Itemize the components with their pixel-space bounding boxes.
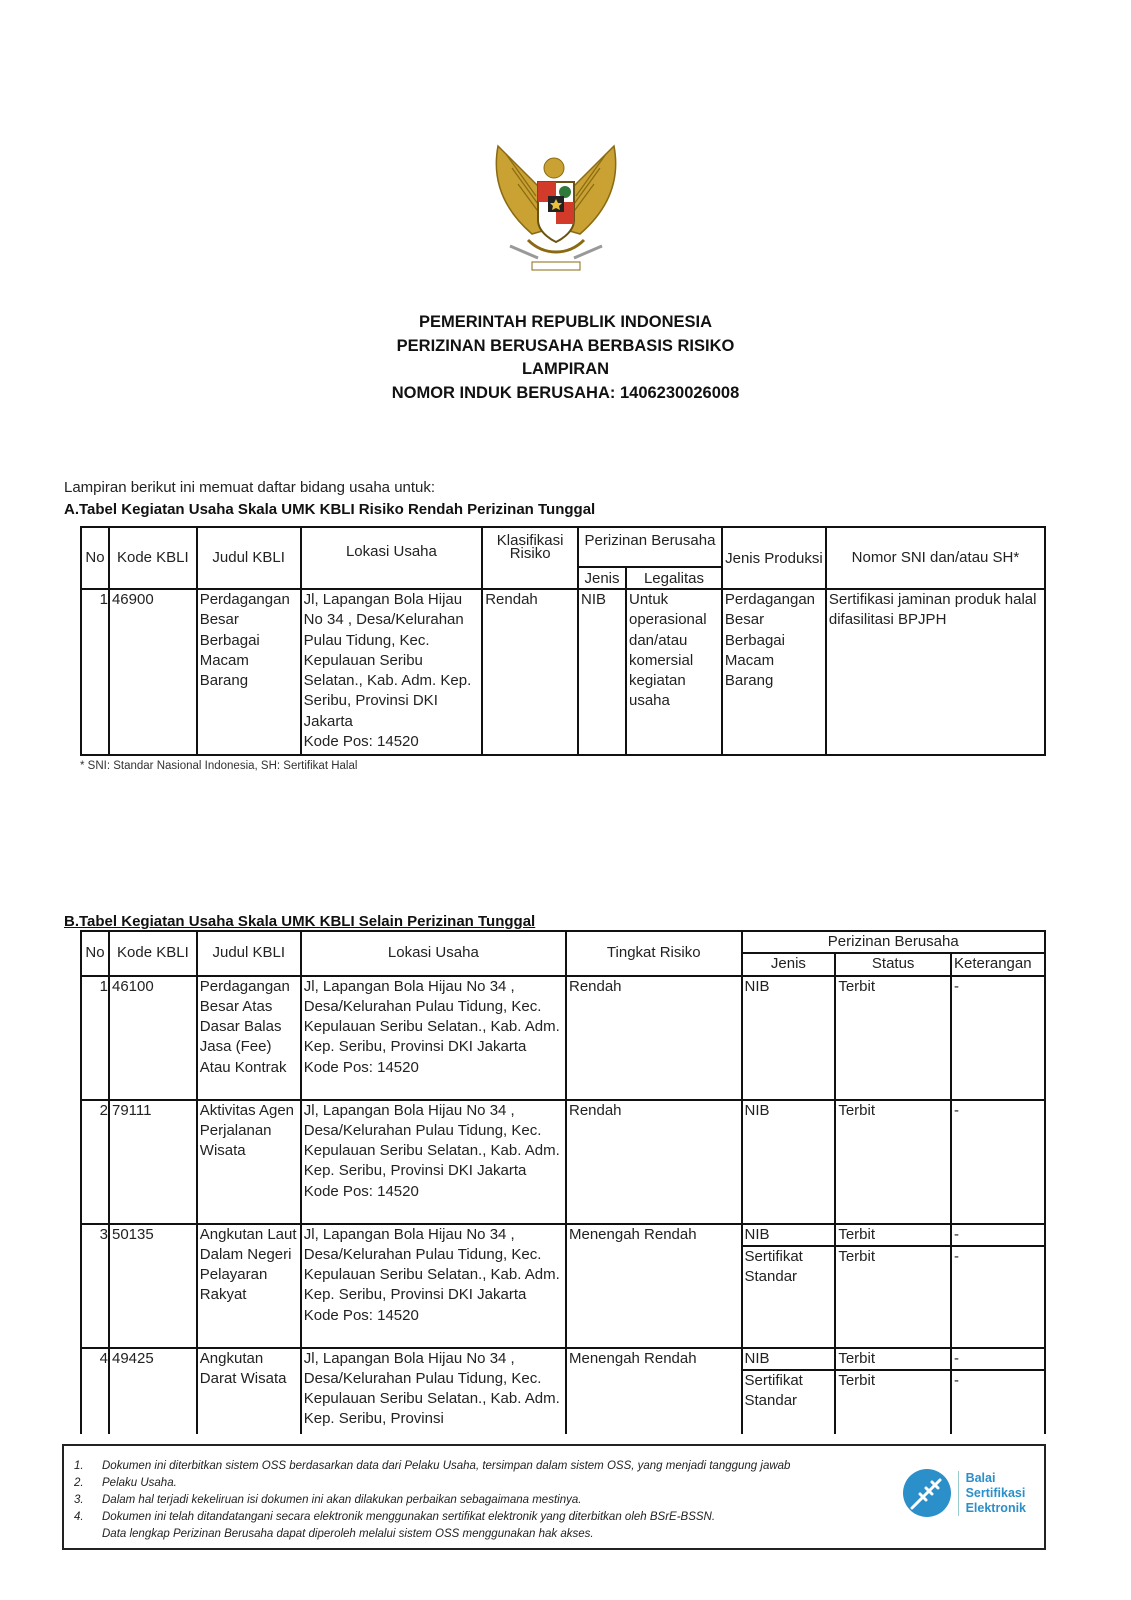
cell-judul: Angkutan Laut Dalam Negeri Pelayaran Rakyat: [197, 1224, 301, 1348]
document-header: [0, 311, 1131, 405]
izin-keterangan-1: -: [952, 1349, 1044, 1371]
izin-status-1: Terbit: [836, 1349, 950, 1371]
izin-jenis-2: Sertifikat Standar: [744, 1247, 803, 1286]
lokasi-address: Jl, Lapangan Bola Hijau No 34 , Desa/Kelurahan Pulau Tidung, Kec. Kepulauan Seribu Selatan., Kab. Adm. Kep. Seribu, Provinsi DKI Jakarta: [303, 1101, 560, 1180]
cell-klasifikasi: Rendah: [482, 589, 578, 755]
col-no: No: [81, 931, 109, 976]
header-lampiran: LAMPIRAN: [521, 360, 610, 378]
cell-keterangan: -: [951, 976, 1045, 1100]
cell-jenis: NIB: [578, 589, 626, 755]
header-nib: NOMOR INDUK BERUSAHA: 1406230026008: [391, 383, 740, 402]
header-government: PEMERINTAH REPUBLIK INDONESIA: [418, 313, 713, 331]
cell-judul: Perdagangan Besar Atas Dasar Balas Jasa (Fee) Atau Kontrak: [197, 976, 301, 1100]
col-perizinan: Perizinan Berusaha: [578, 527, 722, 567]
col-produksi: Jenis Produksi: [722, 527, 826, 589]
cell-lokasi: Jl, Lapangan Bola Hijau No 34 , Desa/Kelurahan Pulau Tidung, Kec. Kepulauan Seribu Selatan., Kab. Adm. Kep. Seribu, Provinsi: [301, 1348, 566, 1434]
col-kode: Kode KBLI: [109, 931, 197, 976]
col-legalitas: Legalitas: [626, 567, 722, 589]
col-sni: Nomor SNI dan/atau SH*: [826, 527, 1045, 589]
table-row: [81, 1100, 1045, 1224]
cell-no: 4: [81, 1348, 109, 1434]
cell-legalitas: Untuk operasional dan/atau komersial kegiatan usaha: [626, 589, 722, 755]
izin-jenis-1: NIB: [743, 1349, 835, 1371]
col-klasifikasi: Klasifikasi Risiko: [482, 527, 578, 589]
cell-status: Terbit: [835, 976, 951, 1100]
table-row: [81, 976, 1045, 1100]
col-lokasi: Lokasi Usaha: [301, 931, 566, 976]
garuda-emblem-icon: [488, 138, 624, 280]
bsre-pen-icon: [902, 1468, 952, 1518]
footer-note: 3. Dalam hal terjadi kekeliruan isi dokumen ini akan dilakukan perbaikan sebagaimana mestinya.: [74, 1494, 582, 1506]
lokasi-address: Jl, Lapangan Bola Hijau No 34 , Desa/Kelurahan Pulau Tidung, Kec. Kepulauan Seribu Selatan., Kab. Adm. Kep. Seribu, Provinsi DKI Jakarta: [303, 591, 472, 730]
cell-kode: 46900: [109, 589, 197, 755]
cell-lokasi: [301, 1224, 566, 1348]
lokasi-address: Jl, Lapangan Bola Hijau No 34 , Desa/Kelurahan Pulau Tidung, Kec. Kepulauan Seribu Selatan., Kab. Adm. Kep. Seribu, Provinsi DKI Jakarta: [303, 977, 560, 1056]
cell-kode: 50135: [109, 1224, 197, 1348]
cell-kode: 79111: [109, 1100, 197, 1224]
section-a-title: A.Tabel Kegiatan Usaha Skala UMK KBLI Risiko Rendah Perizinan Tunggal: [64, 501, 596, 518]
cell-risiko: Menengah Rendah: [566, 1348, 742, 1434]
lokasi-kodepos: Kode Pos: 14520: [303, 1182, 419, 1200]
cell-kode: 49425: [109, 1348, 197, 1434]
izin-status-2: Terbit: [838, 1247, 876, 1265]
col-status: Status: [835, 953, 951, 975]
cell-no: 1: [81, 589, 109, 755]
cell-keterangan: [951, 1224, 1045, 1348]
bsre-wordmark: Balai Sertifikasi Elektronik: [958, 1471, 1026, 1516]
cell-risiko: Menengah Rendah: [566, 1224, 742, 1348]
cell-keterangan: [951, 1348, 1045, 1434]
izin-keterangan-2: -: [954, 1371, 959, 1389]
cell-jenis: NIB: [742, 976, 836, 1100]
col-judul: Judul KBLI: [197, 931, 301, 976]
cell-risiko: Rendah: [566, 976, 742, 1100]
cell-lokasi: [301, 1100, 566, 1224]
footer-notes: [74, 1458, 790, 1543]
footer-note: 1. Dokumen ini diterbitkan sistem OSS berdasarkan data dari Pelaku Usaha, tersimpan dalam sistem OSS, yang menjadi tanggung jawab: [74, 1460, 791, 1472]
cell-risiko: Rendah: [566, 1100, 742, 1224]
cell-sni: Sertifikasi jaminan produk halal difasilitasi BPJPH: [826, 589, 1045, 755]
footer-note: 4. Dokumen ini telah ditandatangani secara elektronik menggunakan sertifikat elektronik yang diterbitkan oleh BSrE-BSSN.: [74, 1511, 716, 1523]
cell-keterangan: -: [951, 1100, 1045, 1224]
table-row: [81, 1224, 1045, 1348]
cell-kode: 46100: [109, 976, 197, 1100]
cell-produksi: Perdagangan Besar Berbagai Macam Barang: [722, 589, 826, 755]
col-judul: Judul KBLI: [197, 527, 301, 589]
header-subtitle: PERIZINAN BERUSAHA BERBASIS RISIKO: [396, 336, 735, 355]
col-jenis: Jenis: [578, 567, 626, 589]
cell-jenis: [742, 1348, 836, 1434]
lokasi-kodepos: Kode Pos: 14520: [303, 733, 419, 751]
cell-judul: Aktivitas Agen Perjalanan Wisata: [197, 1100, 301, 1224]
col-perizinan: Perizinan Berusaha: [742, 931, 1046, 953]
lokasi-kodepos: Kode Pos: 14520: [303, 1058, 419, 1076]
footer-notes-box: [62, 1444, 1046, 1550]
izin-keterangan-1: -: [952, 1225, 1044, 1247]
col-lokasi: Lokasi Usaha: [301, 527, 483, 589]
izin-jenis-2: Sertifikat Standar: [744, 1371, 803, 1410]
cell-status: [835, 1224, 951, 1348]
col-jenis: Jenis: [742, 953, 836, 975]
col-no: No: [81, 527, 109, 589]
table-row: [81, 589, 1045, 755]
cell-judul: Perdagangan Besar Berbagai Macam Barang: [197, 589, 301, 755]
footer-note: 2. Pelaku Usaha.: [74, 1477, 177, 1489]
col-kode: Kode KBLI: [109, 527, 197, 589]
cell-no: 2: [81, 1100, 109, 1224]
izin-status-1: Terbit: [836, 1225, 950, 1247]
cell-no: 3: [81, 1224, 109, 1348]
col-keterangan: Keterangan: [951, 953, 1045, 975]
izin-status-2: Terbit: [838, 1371, 876, 1389]
table-row: [81, 1348, 1045, 1434]
cell-no: 1: [81, 976, 109, 1100]
table-a: [80, 526, 1046, 756]
section-b-title: B.Tabel Kegiatan Usaha Skala UMK KBLI Selain Perizinan Tunggal: [64, 913, 536, 930]
izin-keterangan-2: -: [954, 1247, 959, 1265]
footer-note: Data lengkap Perizinan Berusaha dapat diperoleh melalui sistem OSS menggunakan hak akses.: [102, 1528, 594, 1540]
cell-status: [835, 1348, 951, 1434]
table-a-footnote: * SNI: Standar Nasional Indonesia, SH: Sertifikat Halal: [80, 760, 358, 772]
bsre-logo: [902, 1468, 1026, 1518]
cell-jenis: [742, 1224, 836, 1348]
col-risiko: Tingkat Risiko: [566, 931, 742, 976]
table-b: [80, 930, 1046, 1434]
lokasi-address: Jl, Lapangan Bola Hijau No 34 , Desa/Kelurahan Pulau Tidung, Kec. Kepulauan Seribu Selatan., Kab. Adm. Kep. Seribu, Provinsi DKI Jakarta: [303, 1225, 560, 1304]
cell-status: Terbit: [835, 1100, 951, 1224]
lokasi-kodepos: Kode Pos: 14520: [303, 1306, 419, 1324]
cell-lokasi: [301, 976, 566, 1100]
izin-jenis-1: NIB: [743, 1225, 835, 1247]
cell-jenis: NIB: [742, 1100, 836, 1224]
intro-text: Lampiran berikut ini memuat daftar bidang usaha untuk:: [64, 479, 436, 496]
cell-judul: Angkutan Darat Wisata: [197, 1348, 301, 1434]
cell-lokasi: [301, 589, 483, 755]
